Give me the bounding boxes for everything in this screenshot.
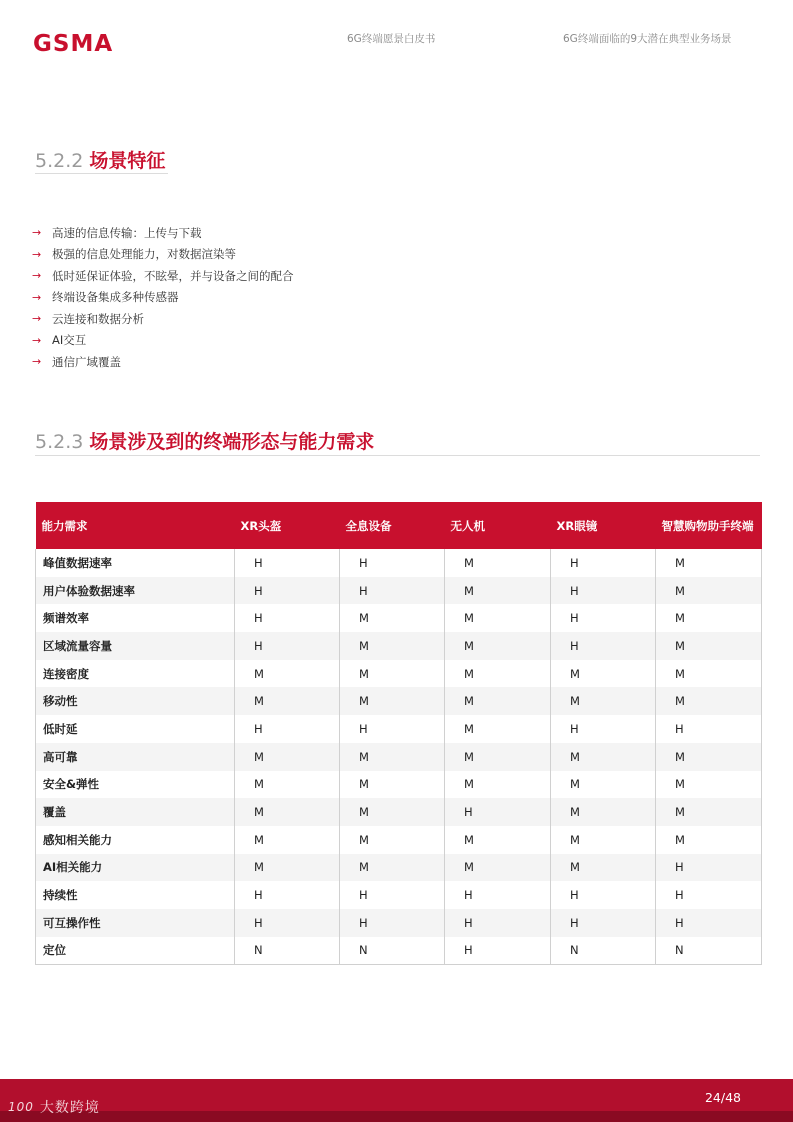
table-cell: M bbox=[445, 604, 551, 632]
table-row bbox=[36, 660, 762, 688]
row-label: 峰值数据速率 bbox=[36, 549, 235, 577]
table-row bbox=[36, 826, 762, 854]
section-title: 场景特征 bbox=[89, 150, 166, 172]
section-underline bbox=[35, 455, 760, 456]
table-cell: M bbox=[235, 743, 340, 771]
table-cell: H bbox=[340, 909, 445, 937]
section-title: 场景涉及到的终端形态与能力需求 bbox=[89, 431, 375, 453]
table-row bbox=[36, 771, 762, 799]
list-item: → AI交互 bbox=[32, 333, 87, 348]
table-cell: M bbox=[340, 743, 445, 771]
table-cell: M bbox=[656, 632, 762, 660]
table-row bbox=[36, 577, 762, 605]
table-cell: H bbox=[551, 604, 656, 632]
table-cell: M bbox=[445, 826, 551, 854]
section-heading-features bbox=[35, 146, 165, 173]
table-cell: M bbox=[445, 854, 551, 882]
table-row bbox=[36, 937, 762, 965]
page-number: 24/48 bbox=[704, 1090, 741, 1105]
table-cell: H bbox=[235, 632, 340, 660]
watermark bbox=[8, 1097, 100, 1117]
table-cell: H bbox=[445, 937, 551, 965]
table-cell: M bbox=[656, 798, 762, 826]
table-row bbox=[36, 715, 762, 743]
table-row bbox=[36, 743, 762, 771]
watermark-mark: 100 bbox=[8, 1100, 34, 1114]
arrow-right-icon: → bbox=[32, 333, 42, 347]
table-cell: M bbox=[235, 771, 340, 799]
table-cell: M bbox=[445, 771, 551, 799]
table-cell: H bbox=[235, 881, 340, 909]
header-chapter-title: 6G终端面临的9大潜在典型业务场景 bbox=[563, 33, 732, 45]
svg-text:GSMA: GSMA bbox=[33, 31, 114, 55]
table-cell: H bbox=[551, 632, 656, 660]
row-label: 频谱效率 bbox=[36, 604, 235, 632]
table-cell: H bbox=[340, 549, 445, 577]
table-cell: M bbox=[656, 577, 762, 605]
table-row bbox=[36, 909, 762, 937]
table-cell: M bbox=[551, 660, 656, 688]
table-cell: M bbox=[340, 771, 445, 799]
table-cell: M bbox=[340, 798, 445, 826]
table-cell: H bbox=[656, 854, 762, 882]
row-label: 区域流量容量 bbox=[36, 632, 235, 660]
table-cell: H bbox=[445, 881, 551, 909]
table-cell: M bbox=[445, 577, 551, 605]
table-cell: H bbox=[551, 577, 656, 605]
table-cell: M bbox=[340, 660, 445, 688]
table-cell: M bbox=[235, 660, 340, 688]
list-item: → 终端设备集成多种传感器 bbox=[32, 290, 179, 305]
table-cell: M bbox=[551, 798, 656, 826]
gsma-logo bbox=[33, 31, 155, 55]
list-item: → 通信广域覆盖 bbox=[32, 354, 121, 369]
row-label: 感知相关能力 bbox=[36, 826, 235, 854]
table-cell: M bbox=[551, 743, 656, 771]
table-cell: M bbox=[340, 604, 445, 632]
table-cell: M bbox=[656, 826, 762, 854]
table-cell: N bbox=[656, 937, 762, 965]
arrow-right-icon: → bbox=[32, 355, 42, 369]
table-cell: M bbox=[656, 687, 762, 715]
table-header-cell: 全息设备 bbox=[340, 502, 445, 549]
table-cell: H bbox=[235, 577, 340, 605]
table-cell: M bbox=[551, 854, 656, 882]
arrow-right-icon: → bbox=[32, 312, 42, 326]
table-row bbox=[36, 854, 762, 882]
footer-band bbox=[0, 1111, 793, 1122]
table-cell: M bbox=[656, 660, 762, 688]
table-header-cell: 能力需求 bbox=[36, 502, 235, 549]
table-cell: M bbox=[235, 687, 340, 715]
list-item: → 低时延保证体验，不眩晕，并与设备之间的配合 bbox=[32, 268, 294, 283]
row-label: 用户体验数据速率 bbox=[36, 577, 235, 605]
table-cell: N bbox=[235, 937, 340, 965]
table-cell: H bbox=[235, 909, 340, 937]
table-cell: H bbox=[340, 881, 445, 909]
table-cell: N bbox=[551, 937, 656, 965]
table-cell: H bbox=[551, 881, 656, 909]
feature-list bbox=[32, 222, 294, 373]
table-cell: M bbox=[235, 826, 340, 854]
table-cell: M bbox=[340, 826, 445, 854]
table-cell: M bbox=[656, 604, 762, 632]
table-header-cell: 无人机 bbox=[445, 502, 551, 549]
table-row bbox=[36, 881, 762, 909]
row-label: 低时延 bbox=[36, 715, 235, 743]
table-cell: H bbox=[235, 549, 340, 577]
table-cell: M bbox=[340, 687, 445, 715]
table-header-cell: 智慧购物助手终端 bbox=[656, 502, 762, 549]
table-cell: M bbox=[445, 743, 551, 771]
table-cell: M bbox=[340, 632, 445, 660]
section-number: 5.2.2 bbox=[35, 150, 84, 172]
table-cell: H bbox=[656, 909, 762, 937]
table-cell: M bbox=[551, 771, 656, 799]
table-cell: H bbox=[445, 909, 551, 937]
row-label: 连接密度 bbox=[36, 660, 235, 688]
table-row bbox=[36, 604, 762, 632]
table-cell: H bbox=[340, 715, 445, 743]
row-label: 安全&弹性 bbox=[36, 771, 235, 799]
table-cell: M bbox=[551, 687, 656, 715]
table-row bbox=[36, 549, 762, 577]
arrow-right-icon: → bbox=[32, 290, 42, 304]
table-cell: M bbox=[656, 549, 762, 577]
arrow-right-icon: → bbox=[32, 247, 42, 261]
table-cell: H bbox=[656, 715, 762, 743]
table-header-row bbox=[36, 502, 762, 549]
table-cell: H bbox=[235, 604, 340, 632]
table-cell: M bbox=[340, 854, 445, 882]
section-underline bbox=[35, 173, 168, 174]
table-cell: H bbox=[656, 881, 762, 909]
table-cell: H bbox=[445, 798, 551, 826]
list-item: → 极强的信息处理能力，对数据渲染等 bbox=[32, 247, 236, 262]
section-heading-requirements bbox=[35, 427, 374, 454]
table-cell: M bbox=[551, 826, 656, 854]
table-cell: H bbox=[551, 715, 656, 743]
table-cell: M bbox=[235, 798, 340, 826]
row-label: 定位 bbox=[36, 937, 235, 965]
table-row bbox=[36, 798, 762, 826]
watermark-text: 大数跨境 bbox=[39, 1100, 100, 1116]
table-cell: M bbox=[445, 660, 551, 688]
table-cell: N bbox=[340, 937, 445, 965]
list-item: → 高速的信息传输：上传与下载 bbox=[32, 225, 202, 240]
table-cell: H bbox=[340, 577, 445, 605]
table-cell: M bbox=[445, 687, 551, 715]
arrow-right-icon: → bbox=[32, 226, 42, 240]
table-header-cell: XR头盔 bbox=[235, 502, 340, 549]
table-cell: H bbox=[551, 909, 656, 937]
header-doc-title: 6G终端愿景白皮书 bbox=[347, 33, 436, 45]
table-cell: M bbox=[445, 549, 551, 577]
table-cell: H bbox=[235, 715, 340, 743]
row-label: 可互操作性 bbox=[36, 909, 235, 937]
row-label: 高可靠 bbox=[36, 743, 235, 771]
row-label: AI相关能力 bbox=[36, 854, 235, 882]
list-item: → 云连接和数据分析 bbox=[32, 311, 144, 326]
capability-table bbox=[35, 502, 762, 965]
table-cell: M bbox=[445, 632, 551, 660]
row-label: 覆盖 bbox=[36, 798, 235, 826]
table-cell: H bbox=[551, 549, 656, 577]
table-cell: M bbox=[656, 771, 762, 799]
section-number: 5.2.3 bbox=[35, 431, 84, 453]
row-label: 持续性 bbox=[36, 881, 235, 909]
table-row bbox=[36, 632, 762, 660]
table-row bbox=[36, 687, 762, 715]
table-cell: M bbox=[656, 743, 762, 771]
table-cell: M bbox=[445, 715, 551, 743]
row-label: 移动性 bbox=[36, 687, 235, 715]
table-cell: M bbox=[235, 854, 340, 882]
arrow-right-icon: → bbox=[32, 269, 42, 283]
table-header-cell: XR眼镜 bbox=[551, 502, 656, 549]
